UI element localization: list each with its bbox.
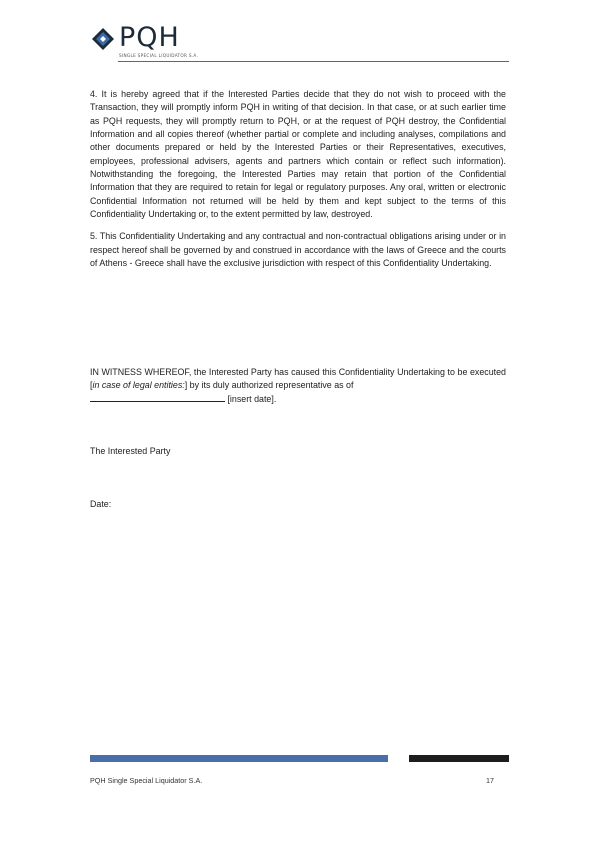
witness-text-1: IN WITNESS WHEREOF, the Interested Party has caused this Confidentiality Undertaking to be executed [: [90, 367, 506, 391]
pqh-logo-mark-icon: [91, 27, 115, 51]
date-blank-line: [90, 393, 225, 402]
paragraph-5: 5. This Confidentiality Undertaking and any contractual and non-contractual obligations arising under or in respect hereof shall be governed by and construed in accordance with the laws of Greece and the courts of Athens - Greece shall have the exclusive jurisdiction with respect of this Confidentiality Undertaking.: [90, 231, 506, 269]
witness-italic: in case of legal entities:: [92, 380, 185, 391]
date-label: Date:: [90, 499, 112, 509]
paragraph-4: 4. It is hereby agreed that if the Interested Parties decide that they do not wish to proceed with the Transaction, they will promptly inform PQH in writing of that decision. In that case, or at such earlier time as PQH requests, they will promptly return to PQH, or at the request of PQH destroy, the Confidential Information and all copies thereof (whether partial or complete and including analyses, compilations and other documents prepared or held by the Interested Parties or their Representatives, executives, employees, professional advisers, agents and partners which contain or reflect such information). Notwithstanding the foregoing, the Interested Parties may retain that portion of the Confidential Information that they are required to retain for legal or regulatory purposes. Any oral, written or electronic Confidential Information not returned will be held by them and kept subject to the terms of this Confidentiality Undertaking or, to the extent permitted by law, destroyed.: [90, 89, 506, 220]
page-number: 17: [486, 776, 494, 785]
pqh-logo: [91, 24, 201, 60]
logo-wordmark: PQH: [119, 22, 180, 53]
document-body: [90, 88, 506, 279]
witness-clause: [90, 366, 506, 406]
header-divider: [118, 61, 509, 62]
witness-text-2: ] by its duly authorized representative as of: [184, 380, 354, 391]
signatory-label: The Interested Party: [90, 446, 171, 456]
logo-subtitle: SINGLE SPECIAL LIQUIDATOR S.A.: [119, 53, 199, 58]
witness-text-3: [insert date].: [225, 393, 277, 404]
footer-bar-blue: [90, 755, 388, 762]
footer-bar-dark: [409, 755, 509, 762]
footer-company: PQH Single Special Liquidator S.A.: [90, 776, 203, 785]
